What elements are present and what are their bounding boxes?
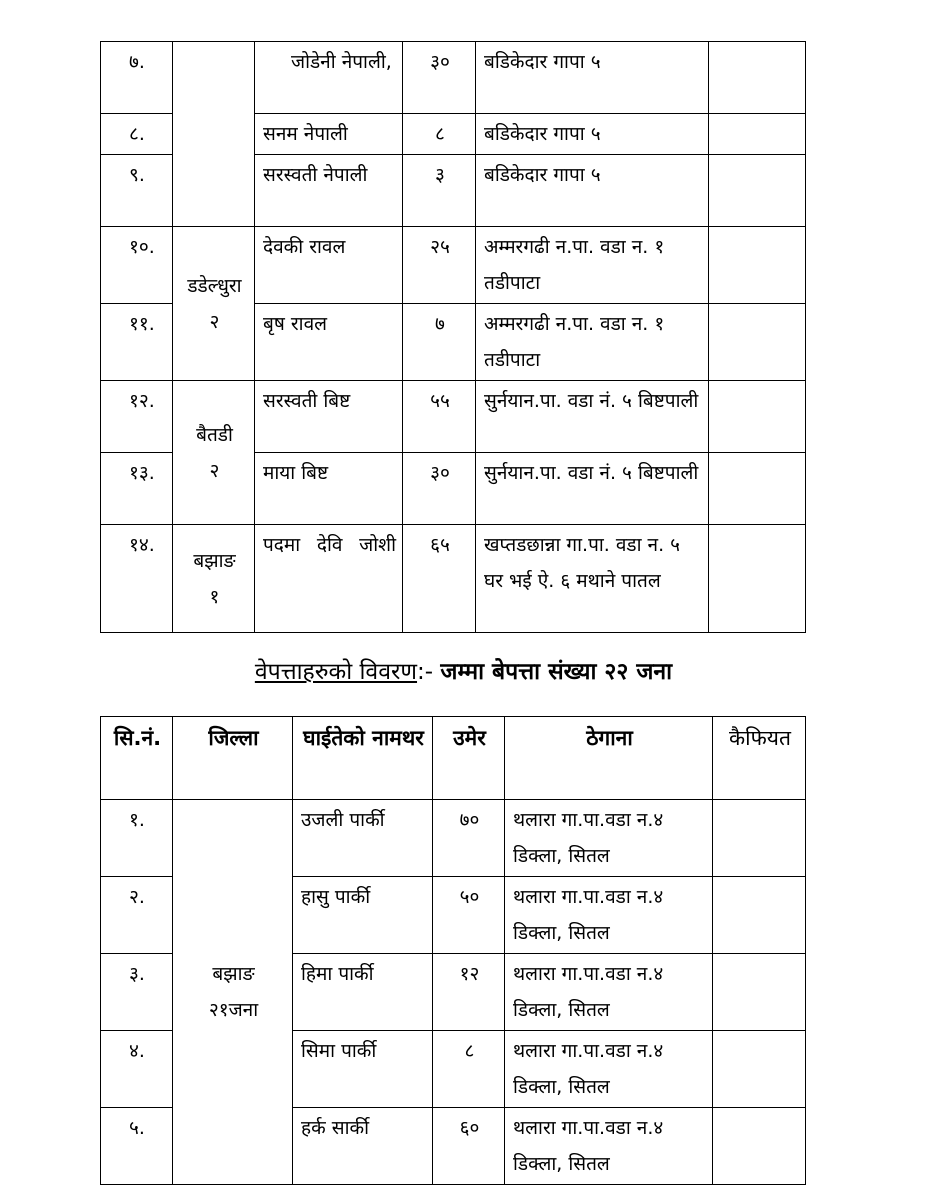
person-name: सरस्वती नेपाली (255, 155, 403, 227)
heading-title: वेपत्ताहरुको विवरण (254, 659, 418, 685)
person-name: सरस्वती बिष्ट (255, 381, 403, 453)
address: सुर्नयान.पा. वडा नं. ५ बिष्टपाली (476, 381, 709, 453)
district-cell (173, 227, 255, 381)
serial-number: ३. (101, 954, 173, 1031)
age: ७० (433, 800, 505, 877)
age: ७ (403, 304, 476, 381)
remarks (713, 877, 806, 954)
table-row (101, 42, 806, 114)
age: ५५ (403, 381, 476, 453)
header-age: उमेर (433, 717, 505, 800)
address: सुर्नयान.पा. वडा नं. ५ बिष्टपाली (476, 453, 709, 525)
person-name: पदमा देवि जोशी (255, 525, 403, 633)
casualty-table-continued (100, 41, 806, 633)
header-address: ठेगाना (505, 717, 713, 800)
serial-number: १३. (101, 453, 173, 525)
remarks (713, 1031, 806, 1108)
age: ३० (403, 42, 476, 114)
age: ८ (403, 114, 476, 155)
serial-number: ९. (101, 155, 173, 227)
table-row (101, 381, 806, 453)
header-serial: सि.नं. (101, 717, 173, 800)
age: ३० (403, 453, 476, 525)
header-remarks: कैफियत (713, 717, 806, 800)
person-name: हासु पार्की (293, 877, 433, 954)
heading-total: जम्मा बेपत्ता संख्या २२ जना (440, 659, 673, 685)
address: थलारा गा.पा.वडा न.४ डिक्ला, सितल (505, 1031, 713, 1108)
district-name: बझाङ (193, 549, 236, 572)
remarks (709, 114, 806, 155)
missing-persons-table (100, 716, 806, 1185)
remarks (713, 1108, 806, 1185)
serial-number: १२. (101, 381, 173, 453)
district-name: डडेल्धुरा (187, 274, 242, 297)
age: ८ (433, 1031, 505, 1108)
address: बडिकेदार गापा ५ (476, 114, 709, 155)
table-row (101, 525, 806, 633)
serial-number: १०. (101, 227, 173, 304)
person-name: हिमा पार्की (293, 954, 433, 1031)
remarks (709, 525, 806, 633)
serial-number: १४. (101, 525, 173, 633)
age: १२ (433, 954, 505, 1031)
address: अम्मरगढी न.पा. वडा न. १ तडीपाटा (476, 304, 709, 381)
address: खप्तडछान्ना गा.पा. वडा न. ५ घर भई ऐ. ६ मथाने पातल (476, 525, 709, 633)
age: ६५ (403, 525, 476, 633)
header-district: जिल्ला (173, 717, 293, 800)
age: ३ (403, 155, 476, 227)
district-count: १ (209, 585, 220, 608)
serial-number: १. (101, 800, 173, 877)
header-name: घाईतेको नामथर (293, 717, 433, 800)
serial-number: ८. (101, 114, 173, 155)
remarks (709, 227, 806, 304)
district-cell (173, 525, 255, 633)
serial-number: २. (101, 877, 173, 954)
district-name: बझाङ (212, 963, 255, 985)
district-cell (173, 42, 255, 227)
age: ६० (433, 1108, 505, 1185)
person-name: बृष रावल (255, 304, 403, 381)
person-name: जोडेनी नेपाली, (255, 42, 403, 114)
remarks (709, 453, 806, 525)
person-name: उजली पार्की (293, 800, 433, 877)
serial-number: ११. (101, 304, 173, 381)
person-name: माया बिष्ट (255, 453, 403, 525)
district-count: २ (209, 459, 220, 482)
person-name: सिमा पार्की (293, 1031, 433, 1108)
address: थलारा गा.पा.वडा न.४ डिक्ला, सितल (505, 954, 713, 1031)
serial-number: ७. (101, 42, 173, 114)
district-count: २१जना (208, 999, 259, 1021)
district-cell (173, 800, 293, 1185)
serial-number: ५. (101, 1108, 173, 1185)
age: ५० (433, 877, 505, 954)
address: अम्मरगढी न.पा. वडा न. १ तडीपाटा (476, 227, 709, 304)
person-name: सनम नेपाली (255, 114, 403, 155)
address: थलारा गा.पा.वडा न.४ डिक्ला, सितल (505, 1108, 713, 1185)
table-header-row (101, 717, 806, 800)
address: थलारा गा.पा.वडा न.४ डिक्ला, सितल (505, 877, 713, 954)
remarks (713, 800, 806, 877)
address: बडिकेदार गापा ५ (476, 155, 709, 227)
address: थलारा गा.पा.वडा न.४ डिक्ला, सितल (505, 800, 713, 877)
district-count: २ (209, 310, 220, 333)
table-row (101, 800, 806, 877)
remarks (709, 42, 806, 114)
address: बडिकेदार गापा ५ (476, 42, 709, 114)
person-name: देवकी रावल (255, 227, 403, 304)
age: २५ (403, 227, 476, 304)
remarks (709, 155, 806, 227)
serial-number: ४. (101, 1031, 173, 1108)
table-row (101, 227, 806, 304)
missing-persons-heading (0, 654, 927, 690)
person-name: हर्क सार्की (293, 1108, 433, 1185)
remarks (709, 304, 806, 381)
remarks (713, 954, 806, 1031)
remarks (709, 381, 806, 453)
heading-separator: :- (417, 659, 441, 685)
district-name: बैतडी (196, 423, 233, 446)
district-cell (173, 381, 255, 525)
